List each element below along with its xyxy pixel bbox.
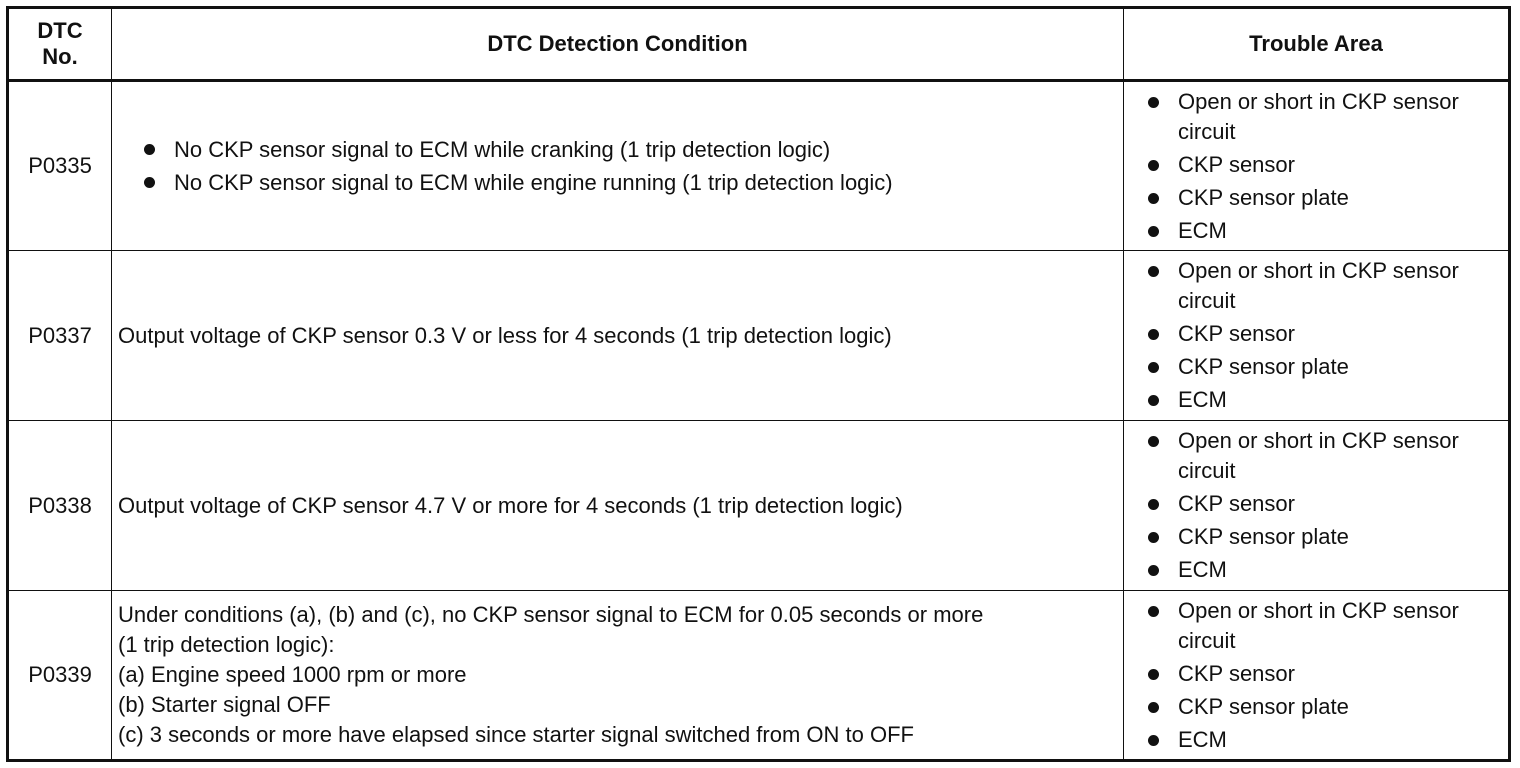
trouble-area-item [1148, 352, 1504, 382]
bullet-icon [1148, 97, 1159, 108]
trouble-area-text: CKP sensor plate [1178, 693, 1349, 719]
trouble-area-list [1148, 596, 1504, 755]
bullet-icon [1148, 226, 1159, 237]
header-condition: DTC Detection Condition [112, 8, 1124, 81]
trouble-area [1124, 251, 1510, 421]
trouble-area-item [1148, 216, 1504, 246]
trouble-area-text: CKP sensor [1178, 151, 1295, 177]
trouble-area-text: ECM [1178, 557, 1227, 582]
condition-line: Under conditions (a), (b) and (c), no CKP sensor signal to ECM for 0.05 seconds or more [118, 602, 984, 627]
detection-condition [112, 81, 1124, 251]
condition-text: No CKP sensor signal to ECM while engine running (1 trip detection logic) [174, 170, 893, 195]
detection-condition [112, 421, 1124, 591]
trouble-area-text: Open or short in CKP sensor circuit [1178, 597, 1459, 653]
bullet-icon [1148, 499, 1159, 510]
trouble-area-text: Open or short in CKP sensor circuit [1178, 258, 1459, 313]
condition-text: No CKP sensor signal to ECM while cranking (1 trip detection logic) [174, 137, 831, 162]
header-dtc-no-label: DTC No. [37, 18, 83, 69]
bullet-icon [1148, 266, 1159, 277]
trouble-area-text: CKP sensor plate [1178, 184, 1349, 210]
dtc-code: P0337 [8, 251, 112, 421]
trouble-area-item [1148, 183, 1504, 213]
trouble-area [1124, 591, 1510, 761]
trouble-area [1124, 421, 1510, 591]
condition-line: Output voltage of CKP sensor 0.3 V or less for 4 seconds (1 trip detection logic) [118, 322, 892, 348]
bullet-icon [1148, 395, 1159, 406]
trouble-area-text: Open or short in CKP sensor circuit [1178, 428, 1459, 483]
table-row [8, 251, 1510, 421]
table-header-row [8, 8, 1510, 81]
bullet-icon [1148, 669, 1159, 680]
bullet-icon [1148, 702, 1159, 713]
bullet-icon [144, 144, 155, 155]
trouble-area-text: ECM [1178, 387, 1227, 412]
dtc-code: P0338 [8, 421, 112, 591]
trouble-area-item [1148, 426, 1504, 486]
trouble-area-item [1148, 692, 1504, 722]
table-row [8, 591, 1510, 761]
bullet-icon [144, 177, 155, 188]
trouble-area-text: CKP sensor [1178, 321, 1295, 346]
header-dtc-no [8, 8, 112, 81]
header-trouble-area: Trouble Area [1124, 8, 1510, 81]
bullet-icon [1148, 193, 1159, 204]
trouble-area-text: CKP sensor plate [1178, 354, 1349, 379]
condition-item [140, 133, 1117, 166]
trouble-area-item [1148, 522, 1504, 552]
trouble-area [1124, 81, 1510, 251]
condition-line: (a) Engine speed 1000 rpm or more [118, 662, 467, 687]
condition-line: (1 trip detection logic): [118, 632, 335, 657]
trouble-area-text: CKP sensor [1178, 491, 1295, 516]
dtc-table [6, 6, 1511, 762]
condition-line: Output voltage of CKP sensor 4.7 V or more for 4 seconds (1 trip detection logic) [118, 492, 903, 518]
trouble-area-text: ECM [1178, 217, 1227, 243]
trouble-area-item [1148, 555, 1504, 585]
condition-line: (b) Starter signal OFF [118, 692, 331, 717]
trouble-area-item [1148, 489, 1504, 519]
trouble-area-item [1148, 596, 1504, 656]
trouble-area-list [1148, 87, 1504, 246]
trouble-area-item [1148, 87, 1504, 147]
trouble-area-text: ECM [1178, 726, 1227, 752]
trouble-area-item [1148, 659, 1504, 689]
table-row [8, 421, 1510, 591]
bullet-icon [1148, 565, 1159, 576]
bullet-icon [1148, 436, 1159, 447]
detection-condition [112, 251, 1124, 421]
trouble-area-list [1148, 256, 1504, 415]
bullet-icon [1148, 329, 1159, 340]
trouble-area-text: CKP sensor [1178, 660, 1295, 686]
bullet-icon [1148, 362, 1159, 373]
trouble-area-item [1148, 385, 1504, 415]
bullet-icon [1148, 735, 1159, 746]
bullet-icon [1148, 532, 1159, 543]
table-row [8, 81, 1510, 251]
dtc-code: P0339 [8, 591, 112, 761]
trouble-area-item [1148, 319, 1504, 349]
condition-line: (c) 3 seconds or more have elapsed since starter signal switched from ON to OFF [118, 722, 914, 747]
trouble-area-item [1148, 256, 1504, 316]
trouble-area-item [1148, 150, 1504, 180]
trouble-area-list [1148, 426, 1504, 585]
bullet-icon [1148, 160, 1159, 171]
dtc-code: P0335 [8, 81, 112, 251]
trouble-area-item [1148, 725, 1504, 755]
trouble-area-text: CKP sensor plate [1178, 524, 1349, 549]
condition-item [140, 166, 1117, 199]
bullet-icon [1148, 606, 1159, 617]
condition-list [118, 133, 1117, 199]
detection-condition [112, 591, 1124, 761]
trouble-area-text: Open or short in CKP sensor circuit [1178, 88, 1459, 144]
